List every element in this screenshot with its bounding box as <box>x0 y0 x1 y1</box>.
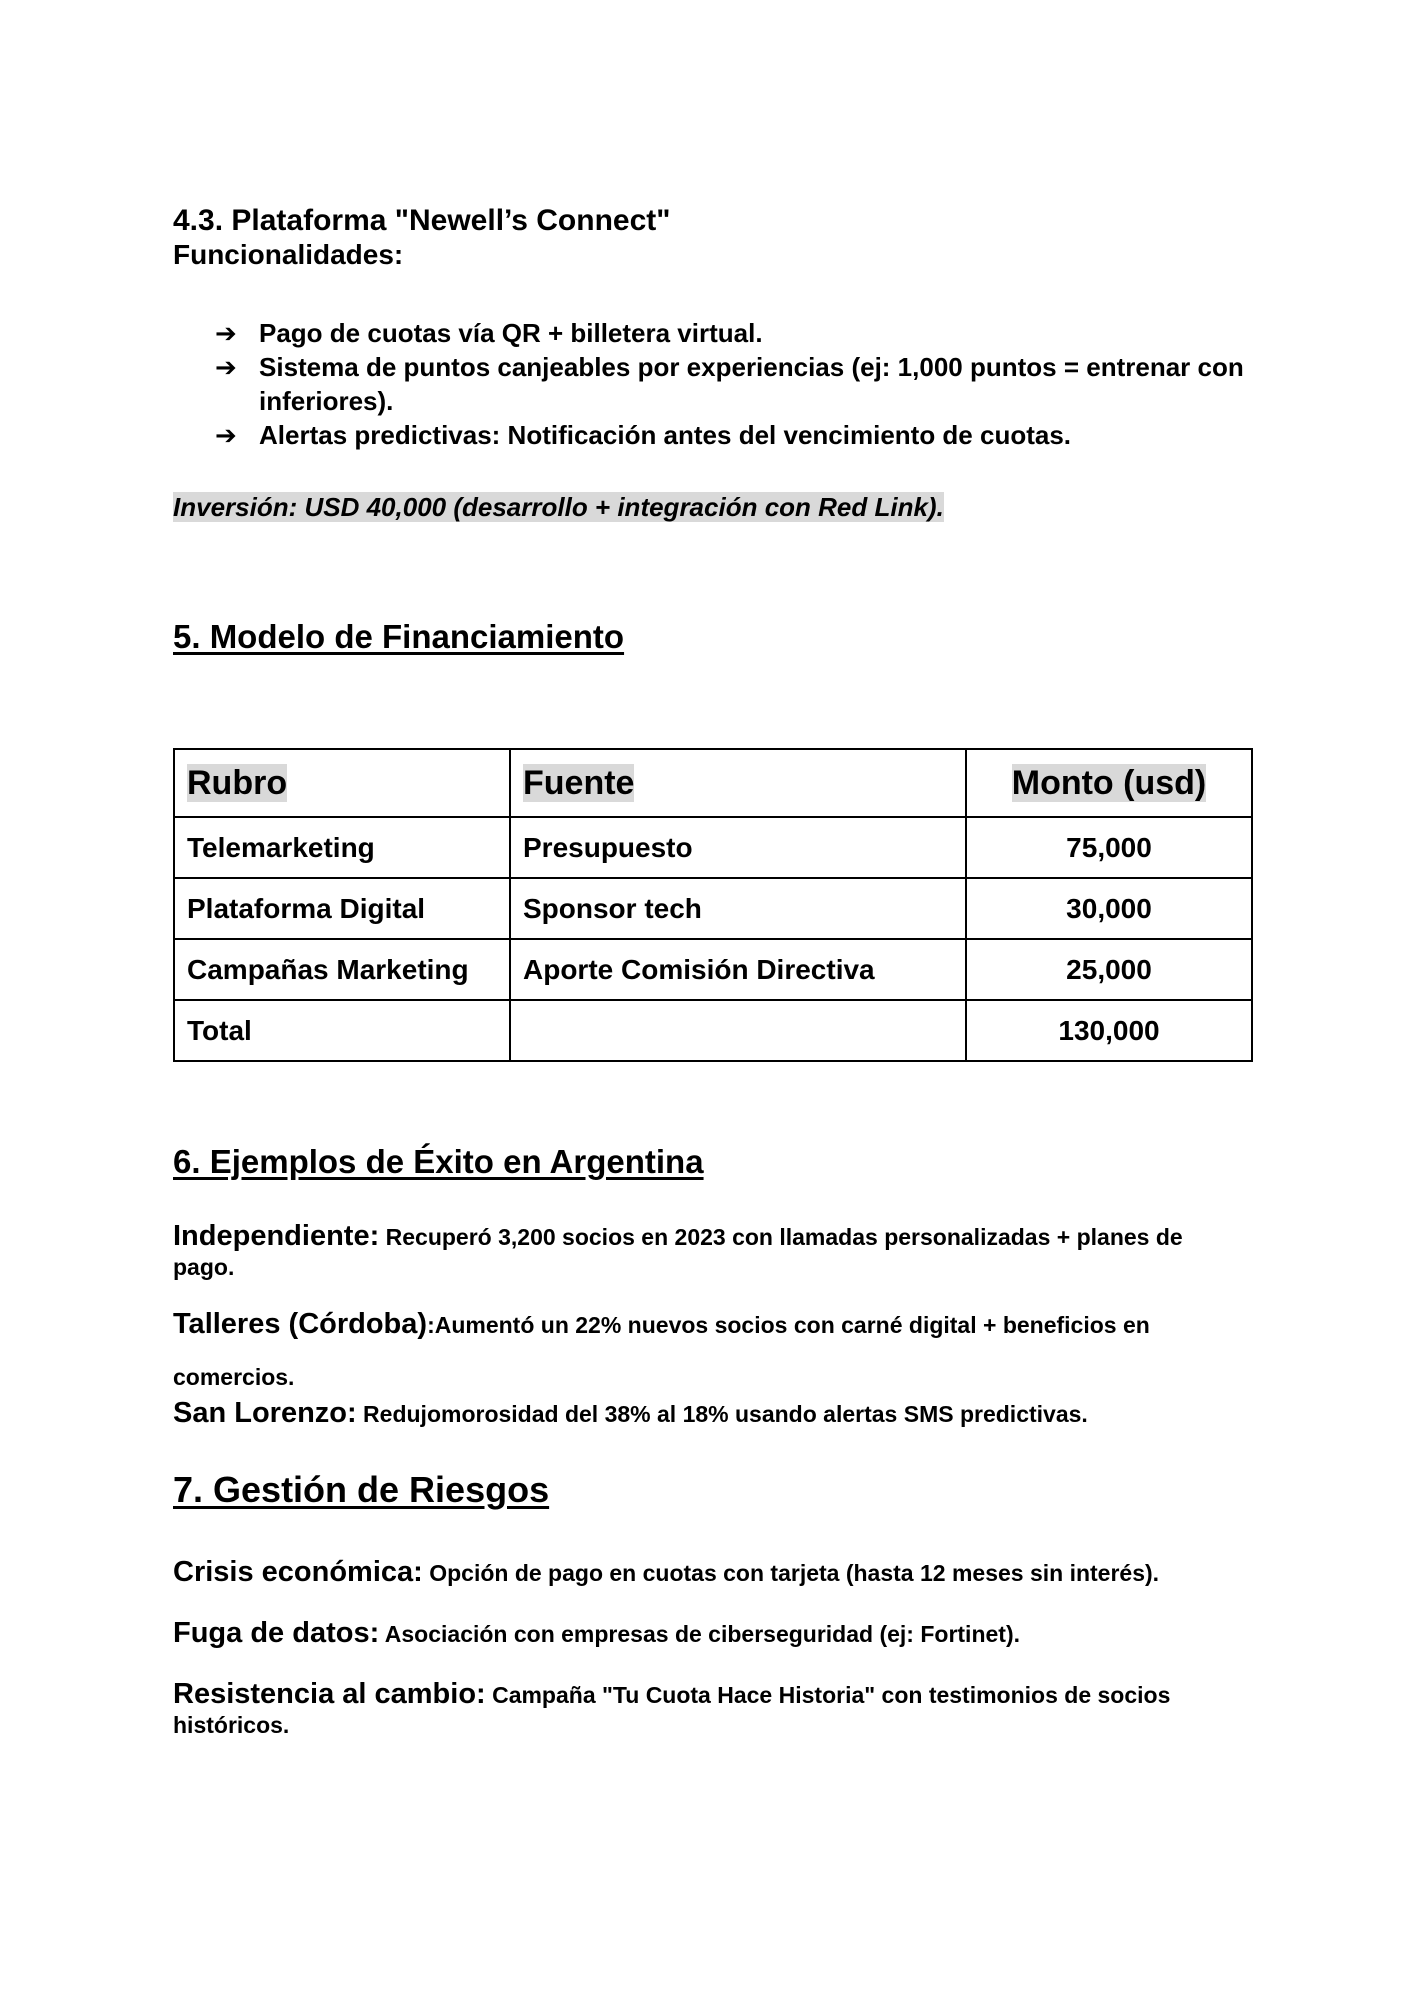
section-6-title: 6. Ejemplos de Éxito en Argentina <box>173 1143 704 1180</box>
arrow-right-icon: ➔ <box>215 352 237 382</box>
list-item-text: Sistema de puntos canjeables por experiencias (ej: 1,000 puntos = entrenar con inferiores). <box>259 352 1244 416</box>
section-7-title: 7. Gestión de Riesgos <box>173 1469 550 1510</box>
functionalities-list <box>215 316 1255 452</box>
table-header-row <box>174 749 1252 817</box>
list-item <box>215 316 1255 350</box>
cell-fuente: Aporte Comisión Directiva <box>510 939 966 1000</box>
risk-item <box>173 1679 1233 1740</box>
risk-item <box>173 1618 1233 1649</box>
cell-rubro: Total <box>174 1000 510 1061</box>
list-item-text: Pago de cuotas vía QR + billetera virtual. <box>259 318 763 348</box>
header-monto: Monto (usd) <box>966 749 1252 817</box>
table-row <box>174 878 1252 939</box>
table-row <box>174 939 1252 1000</box>
table-row-total <box>174 1000 1252 1061</box>
list-item <box>215 350 1255 418</box>
cell-rubro: Plataforma Digital <box>174 878 510 939</box>
cell-monto: 25,000 <box>966 939 1252 1000</box>
risk-text: Campaña "Tu Cuota Hace Historia" con testimonios de socios históricos. <box>173 1682 1171 1738</box>
list-item <box>215 418 1255 452</box>
financing-table <box>173 748 1253 1062</box>
cell-monto: 75,000 <box>966 817 1252 878</box>
example-item <box>173 1298 1233 1403</box>
cell-fuente <box>510 1000 966 1061</box>
example-club: Independiente: <box>173 1220 380 1252</box>
risk-text: Asociación con empresas de ciberseguridad (ej: Fortinet). <box>379 1621 1020 1647</box>
example-item <box>173 1221 1233 1282</box>
risk-text: Opción de pago en cuotas con tarjeta (hasta 12 meses sin interés). <box>422 1560 1160 1586</box>
risk-name: Fuga de datos: <box>173 1617 380 1649</box>
example-text: Recuperó 3,200 socios en 2023 con llamadas personalizadas + planes de pago. <box>173 1224 1183 1280</box>
table-row <box>174 817 1252 878</box>
example-text: Redujomorosidad del 38% al 18% usando alertas SMS predictivas. <box>356 1401 1088 1427</box>
arrow-right-icon: ➔ <box>215 318 237 348</box>
example-text: :Aumentó un 22% nuevos socios con carné digital + beneficios en comercios. <box>173 1312 1150 1390</box>
cell-fuente: Sponsor tech <box>510 878 966 939</box>
investment-highlight: Inversión: USD 40,000 (desarrollo + integración con Red Link). <box>173 492 944 522</box>
risk-name: Crisis económica: <box>173 1556 423 1588</box>
investment-note <box>173 490 944 524</box>
risk-item <box>173 1557 1233 1588</box>
example-club: Talleres (Córdoba) <box>173 1308 428 1340</box>
cell-monto: 130,000 <box>966 1000 1252 1061</box>
list-item-text: Alertas predictivas: Notificación antes del vencimiento de cuotas. <box>259 420 1072 450</box>
cell-rubro: Campañas Marketing <box>174 939 510 1000</box>
header-fuente: Fuente <box>510 749 966 817</box>
functionalities-label: Funcionalidades: <box>173 239 404 270</box>
arrow-right-icon: ➔ <box>215 420 237 450</box>
risk-name: Resistencia al cambio: <box>173 1678 486 1710</box>
example-club: San Lorenzo: <box>173 1397 357 1429</box>
section-5-title: 5. Modelo de Financiamiento <box>173 618 625 655</box>
section-4-3-title: 4.3. Plataforma "Newell’s Connect" <box>173 204 671 237</box>
cell-rubro: Telemarketing <box>174 817 510 878</box>
cell-fuente: Presupuesto <box>510 817 966 878</box>
header-rubro: Rubro <box>174 749 510 817</box>
cell-monto: 30,000 <box>966 878 1252 939</box>
example-item <box>173 1395 1233 1432</box>
